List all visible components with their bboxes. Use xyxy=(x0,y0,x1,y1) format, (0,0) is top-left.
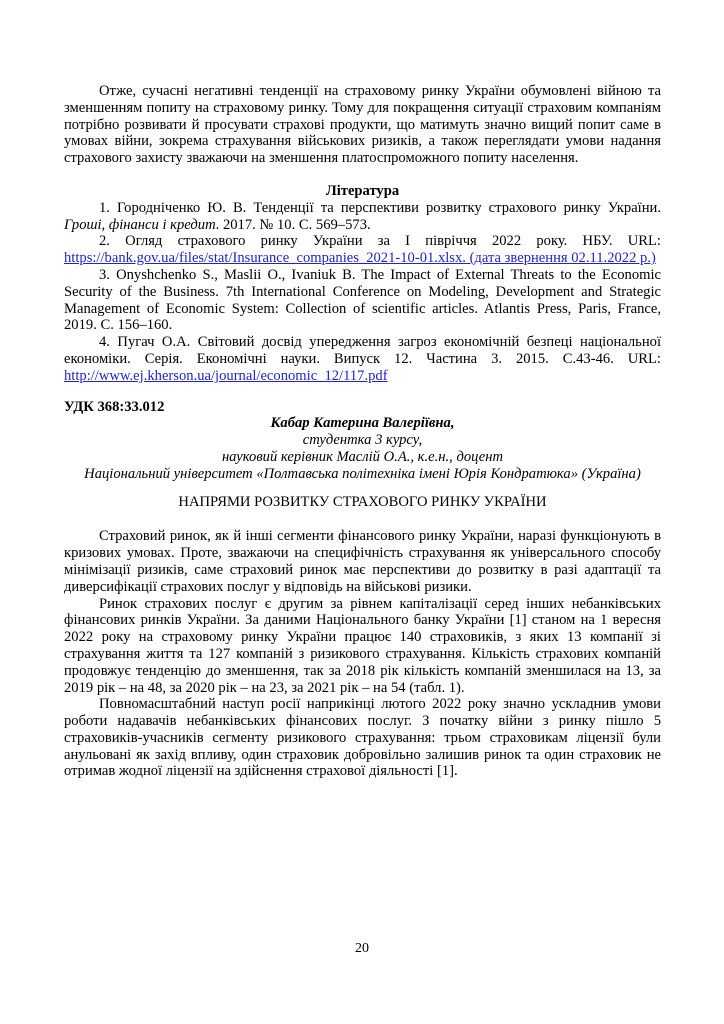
reference-item xyxy=(64,267,661,334)
intro-paragraph: Отже, сучасні негативні тенденції на страховому ринку України обумовлені війною та зменшенням попиту на страховому ринку. Тому для покращення ситуації страховим компаніям потрібно розвивати й просувати страхові продукти, що матимуть значно вищий попит саме в умовах війни, зокрема страхування військових ризиків, а також переглядати умови надання страхового захисту зважаючи на зменшення платоспроможного попиту населення. xyxy=(64,83,661,167)
reference-item xyxy=(64,200,661,234)
reference-text: 2. Огляд страхового ринку України за І півріччя 2022 року. НБУ. URL: xyxy=(99,233,661,250)
reference-text: 3. Onyshchenko S., Maslii O., Ivaniuk B. The Impact of External Threats to the Economic Security of the Business. 7th International Conference on Modeling, Development and Strategic Management of Economic System: Collection of scientific articles. Atlantis Press, Paris, France, 2019. С. 156–160. xyxy=(64,266,661,334)
article-body xyxy=(64,528,661,780)
affiliation-line: Національний університет «Полтавська політехніка імені Юрія Кондратюка» (Україна) xyxy=(84,465,641,482)
page-number: 20 xyxy=(355,941,369,956)
udk-code: УДК 368:33.012 xyxy=(64,398,165,415)
hyperlink[interactable]: http://www.ej.kherson.ua/journal/economic_12/117.pdf xyxy=(64,367,388,384)
reference-text: 4. Пугач О.А. Світовий досвід упередження загроз економічній безпеці національної економіки. Серія. Економічні науки. Випуск 12. Частина 3. 2015. С.43-46. URL: xyxy=(64,334,661,367)
article-title: НАПРЯМИ РОЗВИТКУ СТРАХОВОГО РИНКУ УКРАЇНИ xyxy=(178,493,547,510)
reference-item xyxy=(64,334,661,384)
body-paragraph: Повномасштабний наступ росії наприкінці лютого 2022 року значно ускладнив умови роботи надавачів небанківських фінансових послуг. З початку війни з ринку пішло 5 страховиків-учасників сегменту ризикового страхування: трьом страховикам ліцензії були анульовані як захід впливу, один страховик добровільно залишив ринок та один страховик не отримав жодної ліцензії на здійснення страхової діяльності [1]. xyxy=(64,696,661,780)
hyperlink[interactable]: https://bank.gov.ua/files/stat/Insurance_companies_2021-10-01.xlsx. (дата звернення 02.11.2022 р.) xyxy=(64,250,656,267)
author-role: студентка 3 курсу, xyxy=(302,432,423,449)
references xyxy=(64,200,661,385)
advisor-line: науковий керівник Маслій О.А., к.е.н., доцент xyxy=(221,448,504,465)
body-paragraph: Ринок страхових послуг є другим за рівнем капіталізації серед інших небанківських фінансових ринків України. За даними Національного банку України [1] станом на 1 вересня 2022 року на страховому ринку України працює 140 страховиків, з яких 13 компанії зі страхування життя та 127 компаній з ризикового страхування. Кількість страхових компаній продовжує тенденцію до зменшення, так за 2018 рік кількість компаній зменшилася на 13, за 2019 рік – на 48, за 2020 рік – на 23, за 2021 рік – на 54 (табл. 1). xyxy=(64,595,661,696)
body-paragraph: Страховий ринок, як й інші сегменти фінансового ринку України, наразі функціонують в кризових умовах. Проте, зважаючи на специфічність страхування як універсального способу мінімізації ризиків, саме страховий ринок має перспективи до розвитку в разі адаптації та диверсифікації страхових послуг у відповідь на військові ризики. xyxy=(64,528,661,595)
reference-text: Гроші, фінанси і кредит xyxy=(64,216,216,233)
reference-text: . 2017. № 10. С. 569–573. xyxy=(215,216,371,233)
reference-item xyxy=(64,233,661,267)
literature-heading: Література xyxy=(325,182,400,199)
author-name: Кабар Катерина Валеріївна, xyxy=(270,415,455,432)
page-content xyxy=(64,83,661,780)
reference-text: 1. Городніченко Ю. В. Тенденції та перспективи розвитку страхового ринку України. xyxy=(99,199,661,216)
